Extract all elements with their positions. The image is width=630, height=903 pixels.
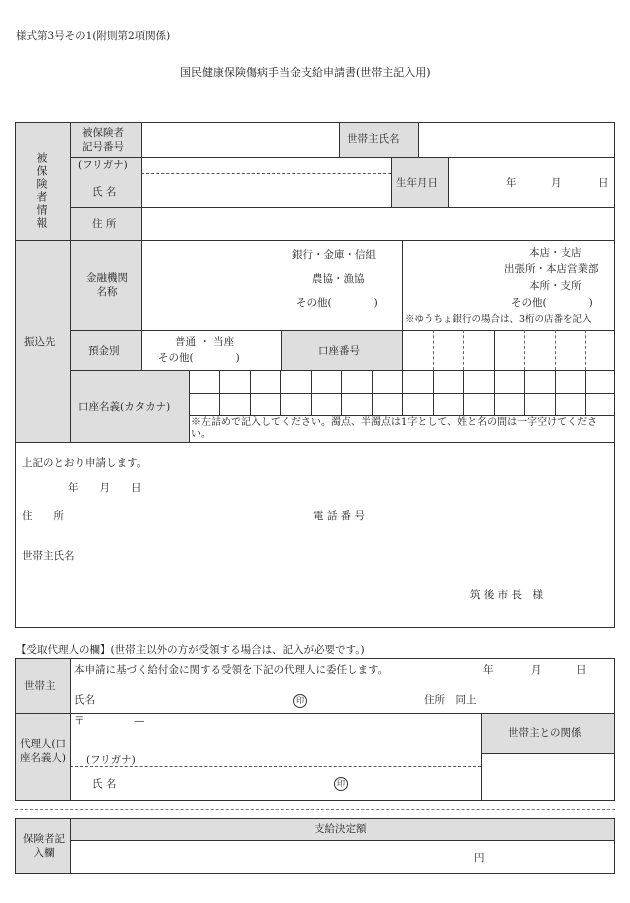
delegation-day: 日 [576,664,587,676]
furigana-field[interactable] [142,158,390,173]
agent-name-label: 氏 名 [92,778,117,790]
branch-type-3: 本所・支所 [529,280,582,292]
proxy-heading: 【受取代理人の欄】(世帯主以外の方が受領する場合は、記入が必要です。) [16,644,365,656]
branch-type-1: 本店・支店 [529,247,582,259]
delegation-month: 月 [531,664,542,676]
relation-label: 世帯主との関係 [508,727,582,739]
agent-furigana-label: (フリガナ) [86,754,136,766]
amount-label: 支給決定額 [314,823,367,835]
amount-field[interactable] [71,841,471,873]
account-number-field[interactable] [403,331,614,369]
head-name-field[interactable] [419,123,614,156]
insured-section-label: 被保険者情報 [35,152,48,230]
account-name-grid[interactable] [190,371,614,414]
proxy-agent-label: 代理人(口座名義人) [19,738,67,764]
transfer-section-label: 振込先 [24,336,56,348]
yen-label: 円 [474,852,485,864]
agent-seal-mark: 印 [334,777,348,791]
insurer-label: 保険者記入欄 [23,833,65,859]
proxy-address-same: 住所 同上 [424,694,477,706]
postal-mark: 〒 [74,715,85,727]
addressee: 筑 後 市 長 様 [470,589,544,601]
application-date[interactable]: 年 月 日 [68,482,142,494]
delegation-year: 年 [483,664,494,676]
insured-id-field[interactable] [142,123,338,156]
delegation-text: 本申請に基づく給付金に関する受領を下記の代理人に委任します。 [74,664,389,676]
insured-id-label: 被保険者記号番号 [82,127,124,153]
proxy-head-name-field[interactable] [98,690,278,710]
proxy-head-name-label: 氏名 [74,694,95,706]
branch-type-4: その他( ) [511,297,593,309]
birth-label: 生年月日 [396,177,438,189]
deposit-option-1[interactable]: 普通 ・ 当座 [175,336,235,348]
agent-name-field[interactable] [130,770,320,798]
bank-type-3: その他( ) [296,297,378,309]
form-number: 様式第3号その1(附則第2項関係) [16,30,171,42]
birth-month-label: 月 [551,177,562,189]
proxy-head-label: 世帯主 [24,680,56,692]
deposit-type-label: 預金別 [88,345,120,357]
name-label: 氏 名 [92,186,117,198]
birth-day-label: 日 [598,177,609,189]
section-divider [15,809,615,810]
address-label: 住 所 [92,218,117,230]
birth-year-label: 年 [506,177,517,189]
application-statement: 上記のとおり申請します。 [22,457,148,469]
branch-type-2: 出張所・本店営業部 [504,263,599,275]
applicant-phone-label: 電 話 番 号 [313,510,366,522]
name-field[interactable] [142,174,390,206]
form-title: 国民健康保険傷病手当金支給申請書(世帯主記入用) [180,66,431,79]
applicant-address-label: 住 所 [22,510,64,522]
account-name-note: ※左詰めで記入してください。濁点、半濁点は1字として、姓と名の間は一字空けてください。 [191,417,598,440]
seal-mark: 印 [293,694,307,708]
deposit-option-2[interactable]: その他( ) [158,352,240,364]
agent-address-field[interactable] [86,714,476,750]
bank-type-2: 農協・漁協 [312,273,365,285]
furigana-label: (フリガナ) [78,159,128,171]
address-field[interactable] [142,208,614,239]
account-name-label: 口座名義(カタカナ) [78,401,171,413]
relation-field[interactable] [482,754,614,800]
bank-label: 金融機関名称 [86,272,128,298]
account-number-label: 口座番号 [318,345,360,357]
applicant-head-name-label: 世帯主氏名 [22,550,75,562]
yucho-note: ※ゆうちょ銀行の場合は、3桁の店番を記入 [405,314,592,325]
head-name-label: 世帯主氏名 [347,133,400,145]
bank-type-1: 銀行・金庫・信組 [292,249,376,261]
postal-dash: — [134,715,145,727]
